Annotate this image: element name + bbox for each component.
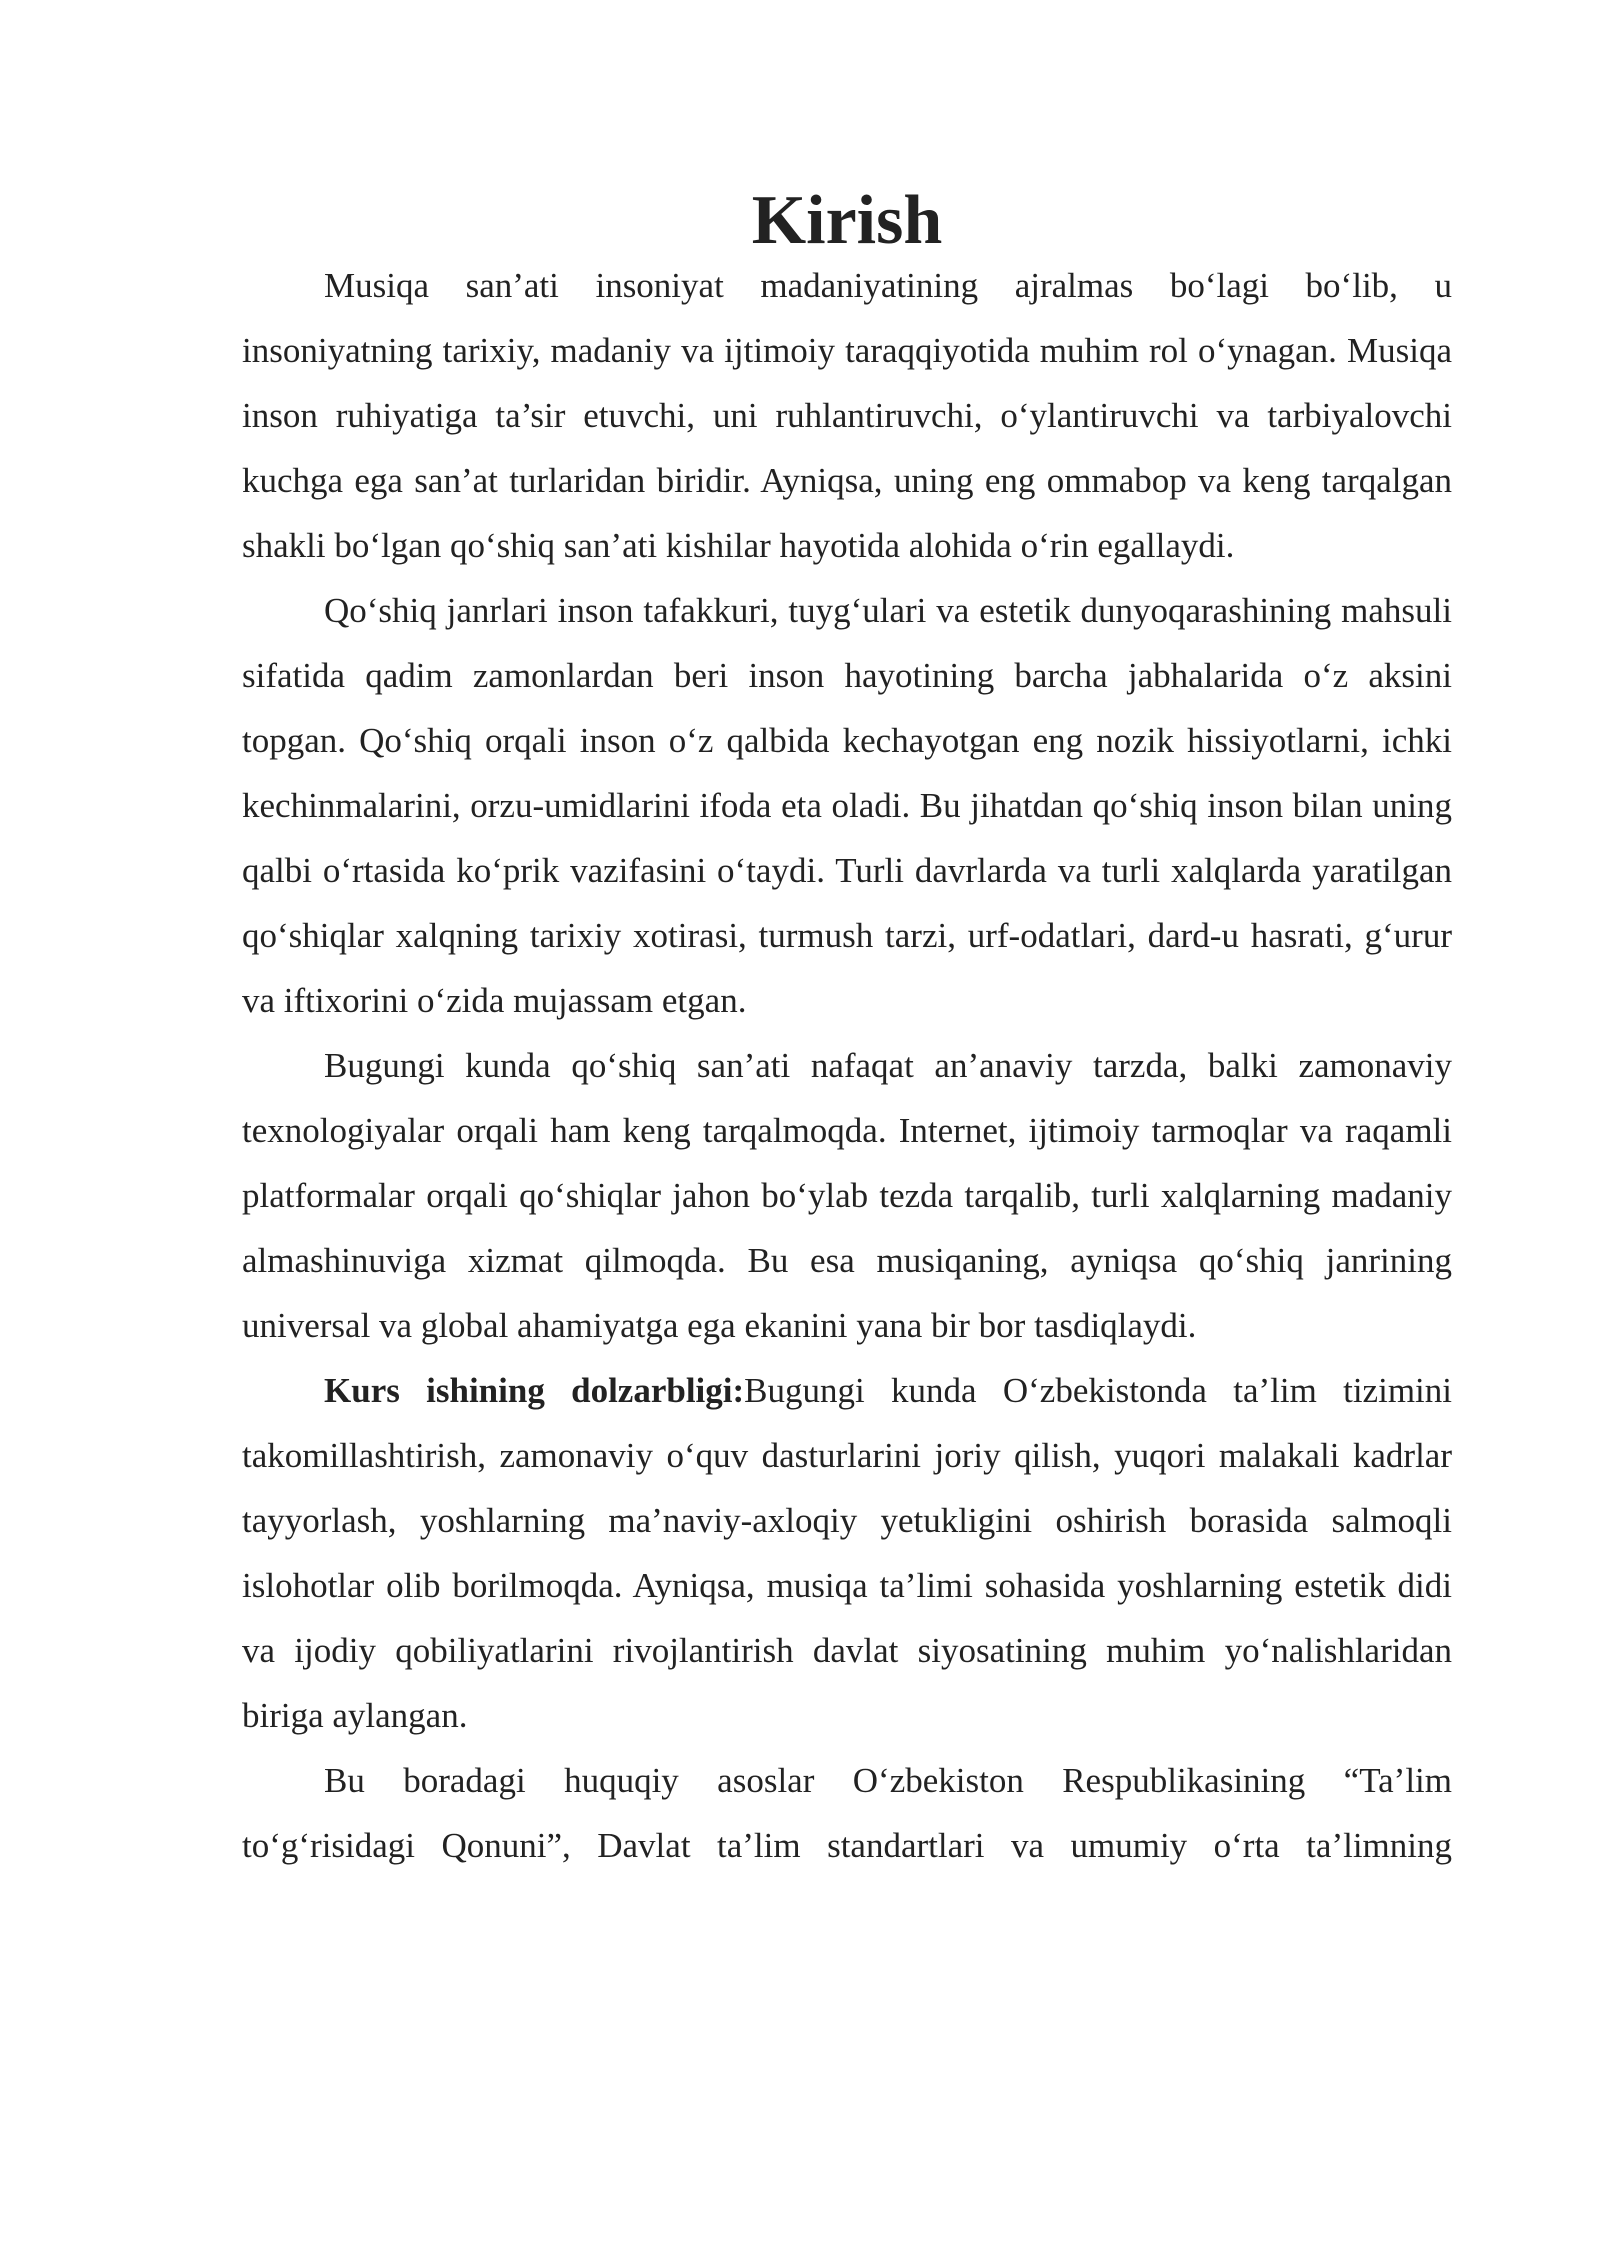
paragraph-lead-heading: Kurs ishining dolzarbligi: <box>324 1371 745 1410</box>
paragraph-text: Bugungi kunda O‘zbekistonda ta’lim tizimini takomillashtirish, zamonaviy o‘quv dasturlarini joriy qilish, yuqori malakali kadrlar tayyorlash, yoshlarning ma’naviy-axloqiy yetukligini oshirish borasida salmoqli islohotlar olib borilmoqda. Ayniqsa, musiqa ta’limi sohasida yoshlarning estetik didi va ijodiy qobiliyatlarini rivojlantirish davlat siyosatining muhim yo‘nalishlaridan biriga aylangan. <box>242 1371 1452 1735</box>
paragraph-text: Bu boradagi huquqiy asoslar O‘zbekiston Respublikasining “Ta’lim to‘g‘risidagi Qonuni”, Davlat ta’lim standartlari va umumiy o‘rta ta’limning <box>242 1761 1452 1865</box>
paragraph-3 <box>242 1033 1452 1358</box>
paragraph-5 <box>242 1748 1452 1878</box>
paragraph-4 <box>242 1358 1452 1748</box>
paragraph-2 <box>242 578 1452 1033</box>
paragraph-text: Qo‘shiq janrlari inson tafakkuri, tuyg‘ulari va estetik dunyoqarashining mahsuli sifatida qadim zamonlardan beri inson hayotining barcha jabhalarida o‘z aksini topgan. Qo‘shiq orqali inson o‘z qalbida kechayotgan eng nozik hissiyotlarni, ichki kechinmalarini, orzu-umidlarini ifoda eta oladi. Bu jihatdan qo‘shiq inson bilan uning qalbi o‘rtasida ko‘prik vazifasini o‘taydi. Turli davrlarda va turli xalqlarda yaratilgan qo‘shiqlar xalqning tarixiy xotirasi, turmush tarzi, urf-odatlari, dard-u hasrati, g‘urur va iftixorini o‘zida mujassam etgan. <box>242 591 1452 1020</box>
paragraph-text: Bugungi kunda qo‘shiq san’ati nafaqat an’anaviy tarzda, balki zamonaviy texnologiyalar orqali ham keng tarqalmoqda. Internet, ijtimoiy tarmoqlar va raqamli platformalar orqali qo‘shiqlar jahon bo‘ylab tezda tarqalib, turli xalqlarning madaniy almashinuviga xizmat qilmoqda. Bu esa musiqaning, ayniqsa qo‘shiq janrining universal va global ahamiyatga ega ekanini yana bir bor tasdiqlaydi. <box>242 1046 1452 1345</box>
section-title: Kirish <box>751 182 943 259</box>
paragraph-1 <box>242 253 1452 578</box>
paragraph-text: Musiqa san’ati insoniyat madaniyatining ajralmas bo‘lagi bo‘lib, u insoniyatning tarixiy, madaniy va ijtimoiy taraqqiyotida muhim rol o‘ynagan. Musiqa inson ruhiyatiga ta’sir etuvchi, uni ruhlantiruvchi, o‘ylantiruvchi va tarbiyalovchi kuchga ega san’at turlaridan biridir. Ayniqsa, uning eng ommabop va keng tarqalgan shakli bo‘lgan qo‘shiq san’ati kishilar hayotida alohida o‘rin egallaydi. <box>242 266 1452 565</box>
document-body <box>242 182 1452 1878</box>
